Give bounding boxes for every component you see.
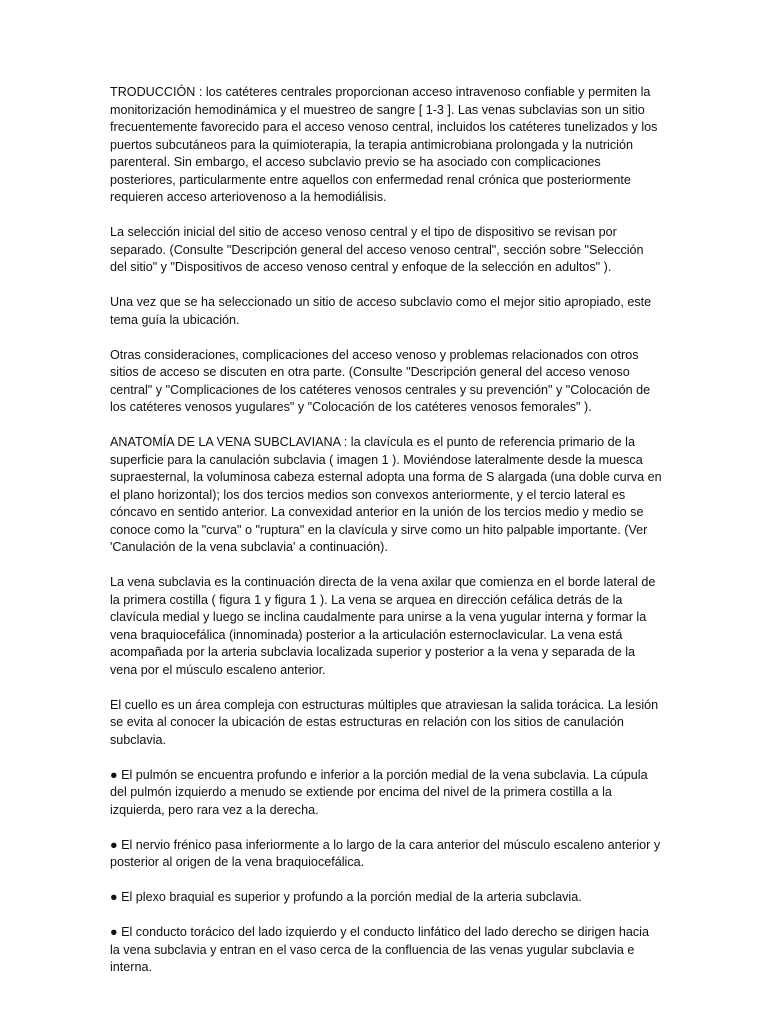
document-page — [110, 84, 662, 994]
bullet-plexo-braquial: ● El plexo braquial es superior y profundo a la porción medial de la arteria subclavia. — [110, 890, 582, 904]
paragraph-ubicacion: Una vez que se ha seleccionado un sitio de acceso subclavio como el mejor sitio apropiado, este tema guía la ubicación. — [110, 295, 652, 327]
bullet-nervio-frenico: ● El nervio frénico pasa inferiormente a lo largo de la cara anterior del músculo escaleno anterior y posterior al origen de la vena braquiocefálica. — [110, 837, 661, 869]
paragraph-anatomia: ANATOMÍA DE LA VENA SUBCLAVIANA : la clavícula es el punto de referencia primario de la superficie para la canulación subclavia ( imagen 1 ). Moviéndose lateralmente desde la muesca supraesternal, la voluminosa cabeza esternal adopta una forma de S alargada (una doble curva en el plano horizontal); los dos tercios medios son convexos anteriormente, y el tercio lateral es cóncavo en sentido anterior. La convexidad anterior en la unión de los tercios medio y medio se conoce como la "curva" o "ruptura" en la clavícula y sirve como un hito palpable importante. (Ver 'Canulación de la vena subclavia' a continuación). — [110, 435, 662, 554]
paragraph-introduccion: TRODUCCIÓN : los catéteres centrales proporcionan acceso intravenoso confiable y permiten la monitorización hemodinámica y el muestreo de sangre [ 1-3 ]. Las venas subclavias son un sitio frecuentemente favorecido para el acceso venoso central, incluidos los catéteres tunelizados y los puertos subcutáneos para la quimioterapia, la terapia antimicrobiana prolongada y la nutrición parenteral. Sin embargo, el acceso subclavio previo se ha asociado con complicaciones posteriores, particularmente entre aquellos con enfermedad renal crónica que posteriormente requieren acceso arteriovenoso a la hemodiálisis. — [110, 85, 658, 204]
bullet-pulmon: ● El pulmón se encuentra profundo e inferior a la porción medial de la vena subclavia. La cúpula del pulmón izquierdo a menudo se extiende por encima del nivel de la primera costilla a la izquierda, pero rara vez a la derecha. — [110, 767, 648, 817]
paragraph-otras-consideraciones: Otras consideraciones, complicaciones del acceso venoso y problemas relacionados con otros sitios de acceso se discuten en otra parte. (Consulte "Descripción general del acceso venoso central" y "Complicaciones de los catéteres venosos centrales y su prevención" y "Colocación de los catéteres venosos yugulares" y "Colocación de los catéteres venosos femorales" ). — [110, 347, 651, 414]
paragraph-seleccion-sitio: La selección inicial del sitio de acceso venoso central y el tipo de dispositivo se revisan por separado. (Consulte "Descripción general del acceso venoso central", sección sobre "Selección del sitio" y "Dispositivos de acceso venoso central y enfoque de la selección en adultos" ). — [110, 225, 644, 274]
bullet-conducto-toracico: ● El conducto torácico del lado izquierdo y el conducto linfático del lado derecho se dirigen hacia la vena subclavia y entran en el vaso cerca de la confluencia de las venas yugular subclavia e interna. — [110, 925, 649, 974]
paragraph-cuello: El cuello es un área compleja con estructuras múltiples que atraviesan la salida torácica. La lesión se evita al conocer la ubicación de estas estructuras en relación con los sitios de canulación subclavia. — [110, 697, 659, 747]
paragraph-vena-subclavia: La vena subclavia es la continuación directa de la vena axilar que comienza en el borde lateral de la primera costilla ( figura 1 y figura 1 ). La vena se arquea en dirección cefálica detrás de la clavícula medial y luego se inclina caudalmente para unirse a la vena yugular interna y formar la vena braquiocefálica (innominada) posterior a la articulación esternoclavicular. La vena está acompañada por la arteria subclavia localizada superior y posterior a la vena y separada de la vena por el músculo escaleno anterior. — [110, 575, 656, 677]
